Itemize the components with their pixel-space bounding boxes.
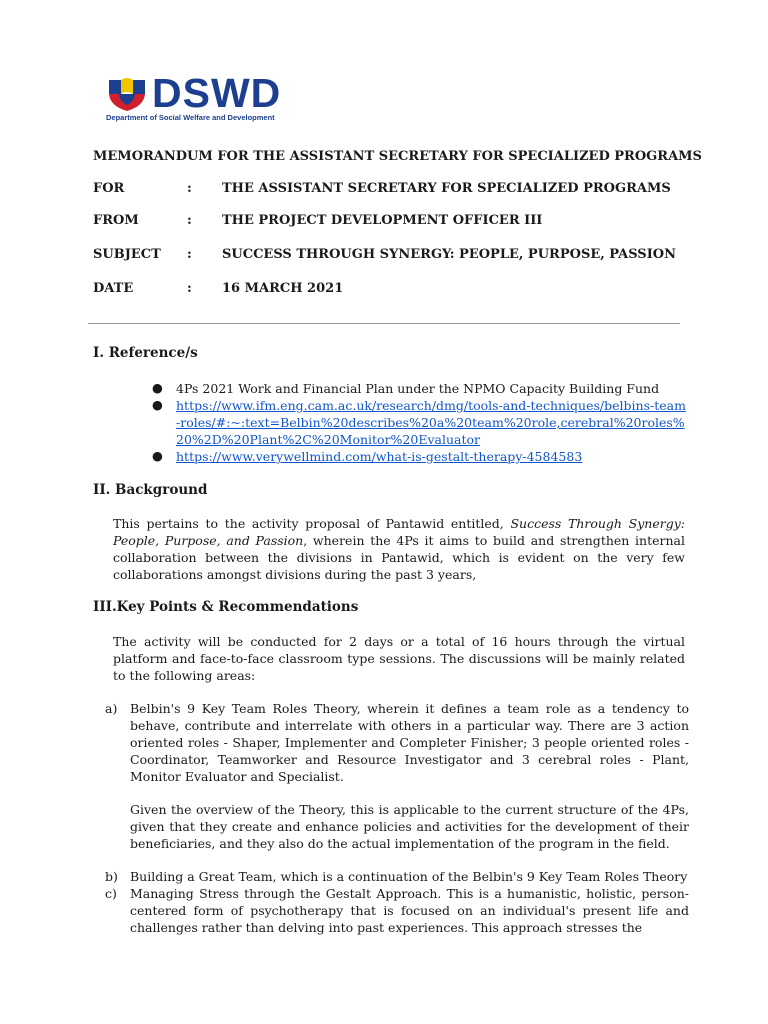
bullet-icon: ● (152, 448, 163, 463)
key-points-title: III.Key Points & Recommendations (93, 599, 359, 615)
background-title: II. Background (93, 482, 208, 498)
field-label: SUBJECT (93, 247, 161, 262)
background-text-post: , wherein the 4Ps it aims to build and strengthen internal collaboration between the divisions in Pantawid, which is evident on the very few collaborations amongst divisions during the past 3 years, (113, 533, 685, 582)
field-label: FROM (93, 213, 139, 228)
item-text: Managing Stress through the Gestalt Approach. This is a humanistic, holistic, person-centered form of psychotherapy that is focused on an individual's present life and challenges rather than delving into past experiences. This approach stresses the (130, 886, 689, 935)
field-value: SUCCESS THROUGH SYNERGY: PEOPLE, PURPOSE, PASSION (222, 247, 676, 262)
dswd-logo (106, 70, 282, 124)
field-value: THE ASSISTANT SECRETARY FOR SPECIALIZED PROGRAMS (222, 181, 671, 196)
item-marker: a) (105, 701, 118, 716)
item-marker: c) (105, 886, 117, 901)
reference-title: I. Reference/s (93, 345, 198, 361)
background-paragraph (113, 515, 685, 583)
field-label: FOR (93, 181, 125, 196)
field-colon: : (187, 247, 192, 262)
logo-tagline: Department of Social Welfare and Development (106, 113, 275, 122)
memo-heading: MEMORANDUM FOR THE ASSISTANT SECRETARY FOR SPECIALIZED PROGRAMS (93, 149, 702, 164)
item-marker: b) (105, 869, 118, 884)
reference-text: 4Ps 2021 Work and Financial Plan under the NPMO Capacity Building Fund (176, 381, 660, 396)
background-text-pre: This pertains to the activity proposal of Pantawid entitled, (113, 516, 511, 531)
field-value: THE PROJECT DEVELOPMENT OFFICER III (222, 213, 543, 228)
item-text: Belbin's 9 Key Team Roles Theory, wherein it defines a team role as a tendency to behave, contribute and interrelate with others in a particular way. There are 3 action oriented roles - Shaper, Implementer and Completer Finisher; 3 people oriented roles - Coordinator, Teamworker and Resource Investigator and 3 cerebral roles - Plant, Monitor Evaluator and Specialist. (130, 701, 689, 784)
header-divider (88, 323, 680, 324)
bullet-icon: ● (152, 397, 163, 412)
activity-title: Success Through Synergy: People, Purpose, and Passion (113, 516, 686, 548)
field-label: DATE (93, 281, 134, 296)
item-text: Building a Great Team, which is a continuation of the Belbin's 9 Key Team Roles Theory (130, 869, 688, 884)
field-colon: : (187, 281, 192, 296)
item-text: Given the overview of the Theory, this is applicable to the current structure of the 4Ps, given that they create and enhance policies and activities for the development of their beneficiaries, and they also do the actual implementation of the program in the field. (130, 802, 689, 851)
field-colon: : (187, 213, 192, 228)
reference-link-gestalt[interactable]: https://www.verywellmind.com/what-is-gestalt-therapy-4584583 (176, 449, 583, 464)
field-value: 16 MARCH 2021 (222, 281, 344, 296)
field-colon: : (187, 181, 192, 196)
reference-link-belbin[interactable]: https://www.ifm.eng.cam.ac.uk/research/dmg/tools-and-techniques/belbins-team-roles/#:~:text=Belbin%20describes%20a%20team%20role,cerebral%20roles%20%2D%20Plant%2C%20Monitor%20Evaluator (176, 398, 686, 447)
logo-wordmark: DSWD (152, 70, 282, 116)
bullet-icon: ● (152, 380, 163, 395)
dswd-emblem-icon (106, 76, 148, 112)
key-points-intro: The activity will be conducted for 2 days or a total of 16 hours through the virtual platform and face-to-face classroom type sessions. The discussions will be mainly related to the following areas: (113, 634, 685, 683)
